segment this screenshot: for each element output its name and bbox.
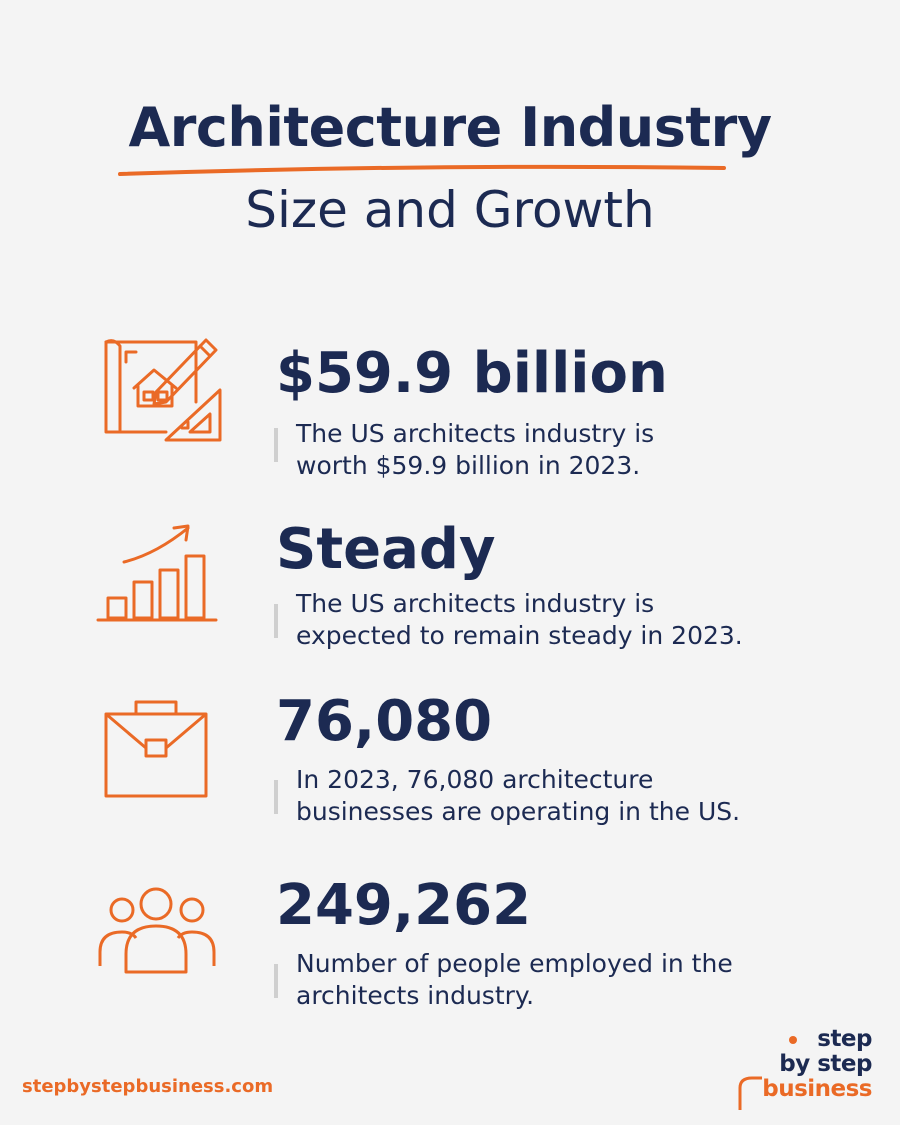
logo-text-by-step: by step — [779, 1051, 872, 1077]
people-group-icon — [96, 886, 226, 1016]
title-underline — [118, 162, 726, 182]
page-title: Architecture Industry — [128, 96, 772, 159]
growth-chart-icon — [96, 520, 226, 650]
stat-description: The US architects industry is worth $59.9 billion in 2023. — [296, 419, 655, 480]
stat-value: 249,262 — [276, 873, 532, 938]
stat-market-size — [0, 340, 900, 500]
logo-dot-icon — [788, 1035, 798, 1045]
stat-growth — [0, 516, 900, 676]
brand-logo — [732, 1024, 872, 1104]
logo-text-business: business — [762, 1076, 872, 1102]
stat-employment — [0, 872, 900, 1032]
stat-value: $59.9 billion — [276, 341, 668, 406]
quote-bar — [274, 428, 278, 462]
quote-bar — [274, 964, 278, 998]
blueprint-house-icon — [96, 332, 226, 462]
stat-description: In 2023, 76,080 architecture businesses are operating in the US. — [296, 765, 741, 826]
stat-description: The US architects industry is expected to remain steady in 2023. — [296, 589, 743, 650]
stat-value: Steady — [276, 517, 496, 582]
logo-text-step: step — [817, 1026, 872, 1052]
stat-value: 76,080 — [276, 689, 493, 754]
page-subtitle: Size and Growth — [245, 181, 655, 239]
stat-description: Number of people employed in the architects industry. — [296, 949, 733, 1010]
briefcase-icon — [96, 698, 226, 828]
quote-bar — [274, 604, 278, 638]
quote-bar — [274, 780, 278, 814]
footer-url-link[interactable]: stepbystepbusiness.com — [22, 1076, 274, 1097]
header — [0, 96, 900, 240]
stat-businesses — [0, 688, 900, 848]
